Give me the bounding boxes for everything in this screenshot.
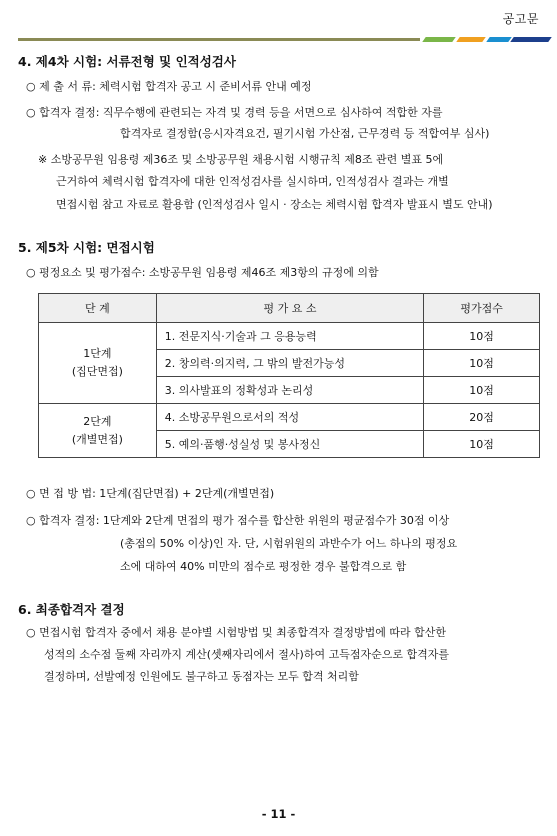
section5-scoring-basis: ○ 평정요소 및 평가점수: 소방공무원 임용령 제46조 제3항의 규정에 의함 [26, 266, 379, 279]
header-title: 공고문 [502, 12, 539, 26]
eval-item: 3. 의사발표의 정확성과 논리성 [156, 377, 423, 404]
header-stripe-blue [486, 37, 512, 42]
section5-pass-decision-cont1: (총점의 50% 이상)인 자. 단, 시험위원의 과반수가 어느 하나의 평정요 [120, 537, 458, 550]
section6-line2: 성적의 소수점 둘째 자리까지 계산(셋째자리에서 절사)하여 고득점자순으로 합격자를 [44, 648, 449, 661]
stage2-sublabel: (개별면접) [71, 432, 123, 446]
table-row [39, 323, 540, 350]
page-number: - 11 - [261, 807, 296, 821]
section4-title: 4. 제4차 시험: 서류전형 및 인적성검사 [18, 54, 236, 69]
section4-submit-docs: ○ 제 출 서 류: 체력시험 합격자 공고 시 준비서류 안내 예정 [26, 80, 312, 93]
table-row [39, 404, 540, 431]
section6-title: 6. 최종합격자 결정 [18, 602, 125, 617]
eval-item: 2. 창의력·의지력, 그 밖의 발전가능성 [156, 350, 423, 377]
section6-line3: 결정하며, 선발예정 인원에도 불구하고 동점자는 모두 합격 처리함 [44, 670, 359, 683]
section5-pass-decision-cont2: 소에 대하여 40% 미만의 점수로 평정한 경우 불합격으로 함 [120, 560, 407, 573]
section4-note-line3: 면접시험 참고 자료로 활용함 (인적성검사 일시 · 장소는 체력시험 합격자 발표시 별도 안내) [56, 198, 493, 211]
section4-note-line2: 근거하여 체력시험 합격자에 대한 인적성검사를 실시하며, 인적성검사 결과는 개별 [56, 175, 449, 188]
eval-score: 10점 [424, 323, 540, 350]
eval-score: 10점 [424, 350, 540, 377]
interview-score-table [38, 293, 540, 458]
col-header-item: 평 가 요 소 [156, 294, 423, 323]
stage1-cell [39, 323, 157, 404]
header-stripe-navy [510, 37, 552, 42]
eval-item: 1. 전문지식·기술과 그 응용능력 [156, 323, 423, 350]
stage1-label: 1단계 [83, 347, 112, 360]
section5-title: 5. 제5차 시험: 면접시험 [18, 240, 155, 255]
section5-pass-decision: ○ 합격자 결정: 1단계와 2단계 면접의 평가 점수를 합산한 위원의 평균점수가 30점 이상 [26, 514, 450, 527]
stage1-sublabel: (집단면접) [71, 365, 123, 378]
page-header [0, 0, 557, 44]
section5-interview-method: ○ 면 접 방 법: 1단계(집단면접) + 2단계(개별면접) [26, 487, 275, 500]
eval-item: 4. 소방공무원으로서의 적성 [156, 404, 423, 431]
stage2-label: 2단계 [83, 414, 112, 428]
section4-pass-decision: ○ 합격자 결정: 직무수행에 관련되는 자격 및 경력 등을 서면으로 심사하여 적합한 자를 [26, 106, 443, 119]
stage2-cell [39, 404, 157, 458]
eval-score: 10점 [424, 431, 540, 458]
eval-item: 5. 예의·품행·성실성 및 봉사정신 [156, 431, 423, 458]
col-header-score: 평가점수 [424, 294, 540, 323]
header-stripe-orange [456, 37, 486, 42]
header-stripe-green [422, 37, 456, 42]
section4-note-line1: ※ 소방공무원 임용령 제36조 및 소방공무원 채용시험 시행규칙 제8조 관련 별표 5에 [38, 153, 444, 166]
header-rule [18, 38, 420, 41]
eval-score: 20점 [424, 404, 540, 431]
section4-pass-decision-cont: 합격자로 결정함(응시자격요건, 필기시험 가산점, 근무경력 등 적합여부 심사) [120, 127, 490, 140]
section6-line1: ○ 면접시험 합격자 중에서 채용 분야별 시험방법 및 최종합격자 결정방법에 따라 합산한 [26, 626, 446, 639]
table-header-row [39, 294, 540, 323]
eval-score: 10점 [424, 377, 540, 404]
col-header-stage: 단 계 [39, 294, 157, 323]
